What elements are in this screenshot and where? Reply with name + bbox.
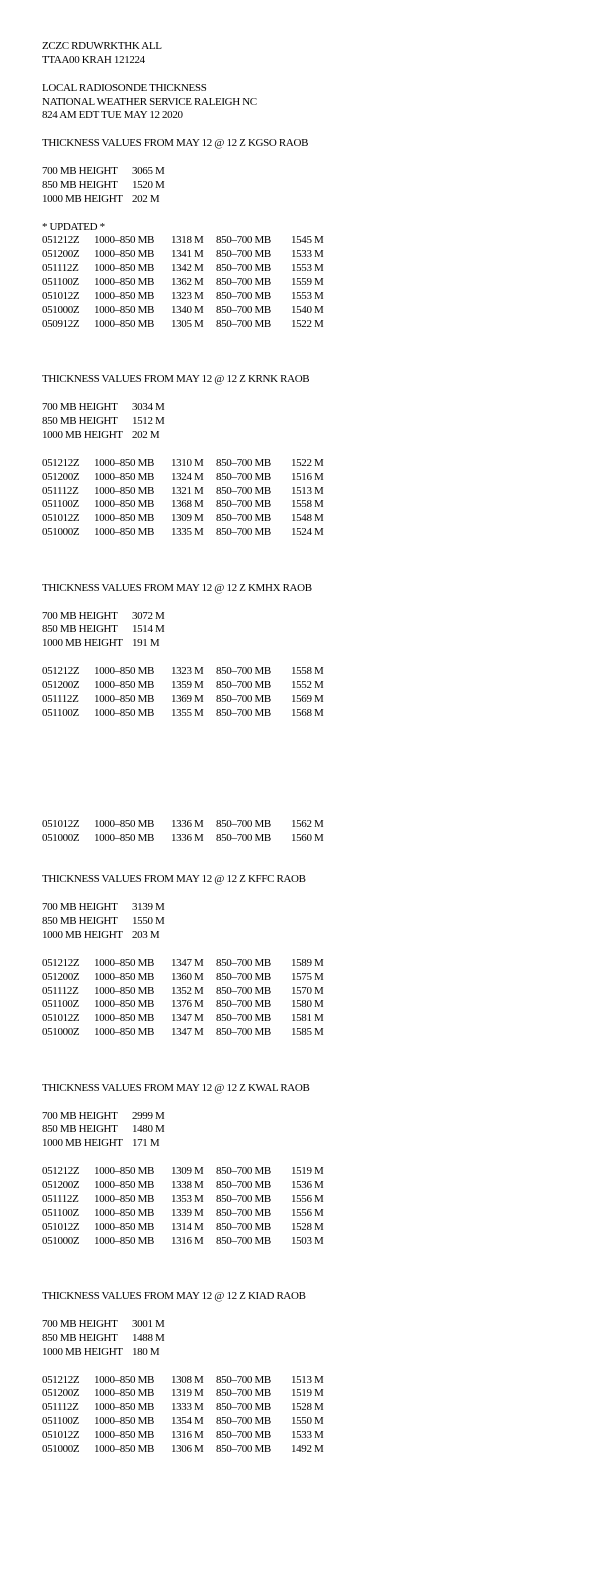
thickness-850-700: 1558 M bbox=[291, 498, 324, 511]
height-value: 3034 M bbox=[132, 401, 165, 414]
layer-label-850-700: 850–700 MB bbox=[216, 1429, 271, 1442]
height-value: 1514 M bbox=[132, 623, 165, 636]
thickness-1000-850: 1316 M bbox=[171, 1234, 204, 1247]
thickness-850-700: 1570 M bbox=[291, 984, 324, 997]
thickness-1000-850: 1362 M bbox=[171, 276, 204, 289]
obs-time: 051212Z bbox=[42, 234, 80, 247]
height-label: 700 MB HEIGHT bbox=[42, 165, 118, 178]
height-row bbox=[42, 929, 582, 943]
obs-time: 051000Z bbox=[42, 1234, 80, 1247]
height-row bbox=[42, 901, 582, 915]
layer-label-850-700: 850–700 MB bbox=[216, 498, 271, 511]
height-label: 850 MB HEIGHT bbox=[42, 178, 118, 191]
thickness-850-700: 1568 M bbox=[291, 706, 324, 719]
layer-label-1000-850: 1000–850 MB bbox=[94, 692, 155, 705]
height-value: 1512 M bbox=[132, 415, 165, 428]
height-row bbox=[42, 1346, 582, 1360]
thickness-row bbox=[42, 234, 582, 248]
thickness-row bbox=[42, 1374, 582, 1388]
thickness-row bbox=[42, 290, 582, 304]
thickness-850-700: 1522 M bbox=[291, 456, 324, 469]
thickness-row bbox=[42, 1179, 582, 1193]
layer-label-850-700: 850–700 MB bbox=[216, 1401, 271, 1414]
section-title: THICKNESS VALUES FROM MAY 12 @ 12 Z KMHX RAOB bbox=[42, 581, 312, 594]
layer-label-850-700: 850–700 MB bbox=[216, 1387, 271, 1400]
thickness-row bbox=[42, 1193, 582, 1207]
thickness-1000-850: 1347 M bbox=[171, 956, 204, 969]
thickness-row bbox=[42, 485, 582, 499]
layer-label-1000-850: 1000–850 MB bbox=[94, 1401, 155, 1414]
layer-label-1000-850: 1000–850 MB bbox=[94, 1387, 155, 1400]
thickness-row bbox=[42, 693, 582, 707]
layer-label-850-700: 850–700 MB bbox=[216, 470, 271, 483]
height-value: 1480 M bbox=[132, 1123, 165, 1136]
thickness-row bbox=[42, 248, 582, 262]
layer-label-1000-850: 1000–850 MB bbox=[94, 484, 155, 497]
thickness-850-700: 1528 M bbox=[291, 1220, 324, 1233]
thickness-row bbox=[42, 1235, 582, 1249]
thickness-1000-850: 1306 M bbox=[171, 1442, 204, 1455]
layer-label-1000-850: 1000–850 MB bbox=[94, 678, 155, 691]
thickness-1000-850: 1336 M bbox=[171, 817, 204, 830]
layer-label-1000-850: 1000–850 MB bbox=[94, 276, 155, 289]
height-row bbox=[42, 415, 582, 429]
height-row bbox=[42, 179, 582, 193]
thickness-row bbox=[42, 304, 582, 318]
obs-time: 051000Z bbox=[42, 1442, 80, 1455]
thickness-850-700: 1562 M bbox=[291, 817, 324, 830]
thickness-1000-850: 1359 M bbox=[171, 678, 204, 691]
thickness-1000-850: 1310 M bbox=[171, 456, 204, 469]
layer-label-850-700: 850–700 MB bbox=[216, 1179, 271, 1192]
thickness-850-700: 1558 M bbox=[291, 665, 324, 678]
height-label: 700 MB HEIGHT bbox=[42, 401, 118, 414]
obs-time: 051200Z bbox=[42, 470, 80, 483]
station-section bbox=[42, 373, 582, 581]
obs-time: 051012Z bbox=[42, 1012, 80, 1025]
thickness-1000-850: 1309 M bbox=[171, 512, 204, 525]
thickness-850-700: 1513 M bbox=[291, 484, 324, 497]
thickness-850-700: 1548 M bbox=[291, 512, 324, 525]
thickness-850-700: 1559 M bbox=[291, 276, 324, 289]
obs-time: 051000Z bbox=[42, 831, 80, 844]
height-row bbox=[42, 1332, 582, 1346]
height-label: 1000 MB HEIGHT bbox=[42, 929, 123, 941]
thickness-1000-850: 1335 M bbox=[171, 526, 204, 539]
height-label: 1000 MB HEIGHT bbox=[42, 1137, 123, 1150]
height-label: 850 MB HEIGHT bbox=[42, 1331, 118, 1344]
thickness-row bbox=[42, 1443, 582, 1457]
obs-time: 051112Z bbox=[42, 984, 79, 997]
updated-note: * UPDATED * bbox=[42, 220, 105, 233]
thickness-row bbox=[42, 1429, 582, 1443]
height-row bbox=[42, 1110, 582, 1124]
thickness-850-700: 1540 M bbox=[291, 303, 324, 316]
thickness-row bbox=[42, 998, 582, 1012]
obs-time: 051212Z bbox=[42, 665, 80, 678]
layer-label-1000-850: 1000–850 MB bbox=[94, 303, 155, 316]
height-value: 3001 M bbox=[132, 1317, 165, 1330]
thickness-row bbox=[42, 512, 582, 526]
layer-label-1000-850: 1000–850 MB bbox=[94, 262, 155, 275]
layer-label-1000-850: 1000–850 MB bbox=[94, 248, 155, 261]
layer-label-1000-850: 1000–850 MB bbox=[94, 1026, 155, 1039]
layer-label-1000-850: 1000–850 MB bbox=[94, 1234, 155, 1247]
height-label: 850 MB HEIGHT bbox=[42, 415, 118, 428]
thickness-row bbox=[42, 679, 582, 693]
thickness-1000-850: 1339 M bbox=[171, 1206, 204, 1219]
layer-label-1000-850: 1000–850 MB bbox=[94, 970, 155, 983]
height-value: 202 M bbox=[132, 192, 160, 205]
section-title: THICKNESS VALUES FROM MAY 12 @ 12 Z KIAD RAOB bbox=[42, 1290, 306, 1303]
layer-label-850-700: 850–700 MB bbox=[216, 817, 271, 830]
height-value: 1520 M bbox=[132, 178, 165, 191]
thickness-row bbox=[42, 526, 582, 540]
section-title: THICKNESS VALUES FROM MAY 12 @ 12 Z KGSO RAOB bbox=[42, 137, 309, 150]
thickness-1000-850: 1324 M bbox=[171, 470, 204, 483]
thickness-850-700: 1580 M bbox=[291, 998, 324, 1011]
obs-time: 051000Z bbox=[42, 526, 80, 539]
thickness-1000-850: 1318 M bbox=[171, 234, 204, 247]
station-section bbox=[42, 1082, 582, 1290]
thickness-850-700: 1513 M bbox=[291, 1373, 324, 1386]
height-label: 700 MB HEIGHT bbox=[42, 1109, 118, 1122]
thickness-850-700: 1550 M bbox=[291, 1415, 324, 1428]
thickness-row bbox=[42, 971, 582, 985]
thickness-1000-850: 1340 M bbox=[171, 303, 204, 316]
layer-label-1000-850: 1000–850 MB bbox=[94, 498, 155, 511]
layer-label-850-700: 850–700 MB bbox=[216, 248, 271, 261]
layer-label-1000-850: 1000–850 MB bbox=[94, 1220, 155, 1233]
layer-label-1000-850: 1000–850 MB bbox=[94, 665, 155, 678]
height-value: 1550 M bbox=[132, 915, 165, 928]
thickness-row bbox=[42, 707, 582, 721]
height-label: 850 MB HEIGHT bbox=[42, 1123, 118, 1136]
obs-time: 051200Z bbox=[42, 248, 80, 261]
height-value: 1488 M bbox=[132, 1331, 165, 1344]
thickness-row bbox=[42, 1221, 582, 1235]
thickness-1000-850: 1338 M bbox=[171, 1179, 204, 1192]
height-row bbox=[42, 623, 582, 637]
layer-label-850-700: 850–700 MB bbox=[216, 1012, 271, 1025]
layer-label-850-700: 850–700 MB bbox=[216, 512, 271, 525]
thickness-850-700: 1545 M bbox=[291, 234, 324, 247]
height-row bbox=[42, 193, 582, 207]
obs-time: 051200Z bbox=[42, 1387, 80, 1400]
layer-label-1000-850: 1000–850 MB bbox=[94, 290, 155, 303]
height-label: 1000 MB HEIGHT bbox=[42, 428, 123, 441]
thickness-1000-850: 1316 M bbox=[171, 1429, 204, 1442]
thickness-bulletin bbox=[42, 40, 582, 1457]
layer-label-850-700: 850–700 MB bbox=[216, 956, 271, 969]
thickness-850-700: 1533 M bbox=[291, 248, 324, 261]
layer-label-1000-850: 1000–850 MB bbox=[94, 1165, 155, 1178]
obs-time: 051212Z bbox=[42, 456, 80, 469]
obs-time: 051012Z bbox=[42, 1429, 80, 1442]
layer-label-1000-850: 1000–850 MB bbox=[94, 1415, 155, 1428]
thickness-850-700: 1533 M bbox=[291, 1429, 324, 1442]
thickness-1000-850: 1323 M bbox=[171, 665, 204, 678]
obs-time: 051112Z bbox=[42, 484, 79, 497]
layer-label-850-700: 850–700 MB bbox=[216, 262, 271, 275]
obs-time: 051112Z bbox=[42, 1192, 79, 1205]
thickness-1000-850: 1376 M bbox=[171, 998, 204, 1011]
layer-label-1000-850: 1000–850 MB bbox=[94, 1179, 155, 1192]
station-section bbox=[42, 137, 582, 373]
layer-label-850-700: 850–700 MB bbox=[216, 303, 271, 316]
thickness-row bbox=[42, 1401, 582, 1415]
thickness-1000-850: 1333 M bbox=[171, 1401, 204, 1414]
thickness-1000-850: 1336 M bbox=[171, 831, 204, 844]
layer-label-850-700: 850–700 MB bbox=[216, 234, 271, 247]
thickness-1000-850: 1369 M bbox=[171, 692, 204, 705]
layer-label-850-700: 850–700 MB bbox=[216, 484, 271, 497]
layer-label-1000-850: 1000–850 MB bbox=[94, 1429, 155, 1442]
obs-time: 051012Z bbox=[42, 1220, 80, 1233]
height-label: 700 MB HEIGHT bbox=[42, 1317, 118, 1330]
layer-label-850-700: 850–700 MB bbox=[216, 706, 271, 719]
height-row bbox=[42, 165, 582, 179]
thickness-row bbox=[42, 1207, 582, 1221]
height-value: 2999 M bbox=[132, 1109, 165, 1122]
thickness-1000-850: 1347 M bbox=[171, 1026, 204, 1039]
thickness-850-700: 1556 M bbox=[291, 1206, 324, 1219]
thickness-1000-850: 1308 M bbox=[171, 1373, 204, 1386]
station-section bbox=[42, 873, 582, 1081]
header-line: TTAA00 KRAH 121224 bbox=[42, 53, 145, 66]
thickness-1000-850: 1314 M bbox=[171, 1220, 204, 1233]
header-line: LOCAL RADIOSONDE THICKNESS bbox=[42, 81, 207, 94]
thickness-850-700: 1522 M bbox=[291, 317, 324, 330]
station-section bbox=[42, 1290, 582, 1457]
height-row bbox=[42, 1123, 582, 1137]
layer-label-850-700: 850–700 MB bbox=[216, 692, 271, 705]
height-value: 3072 M bbox=[132, 609, 165, 622]
thickness-850-700: 1575 M bbox=[291, 970, 324, 983]
thickness-1000-850: 1321 M bbox=[171, 484, 204, 497]
layer-label-1000-850: 1000–850 MB bbox=[94, 1192, 155, 1205]
thickness-1000-850: 1323 M bbox=[171, 290, 204, 303]
layer-label-850-700: 850–700 MB bbox=[216, 317, 271, 330]
thickness-850-700: 1552 M bbox=[291, 678, 324, 691]
thickness-850-700: 1516 M bbox=[291, 470, 324, 483]
thickness-1000-850: 1354 M bbox=[171, 1415, 204, 1428]
thickness-850-700: 1560 M bbox=[291, 831, 324, 844]
thickness-1000-850: 1347 M bbox=[171, 1012, 204, 1025]
obs-time: 050912Z bbox=[42, 317, 80, 330]
thickness-1000-850: 1352 M bbox=[171, 984, 204, 997]
height-label: 700 MB HEIGHT bbox=[42, 901, 118, 914]
thickness-row bbox=[42, 498, 582, 512]
thickness-850-700: 1581 M bbox=[291, 1012, 324, 1025]
thickness-row bbox=[42, 318, 582, 332]
thickness-850-700: 1553 M bbox=[291, 262, 324, 275]
layer-label-1000-850: 1000–850 MB bbox=[94, 456, 155, 469]
thickness-row bbox=[42, 818, 582, 832]
thickness-row bbox=[42, 1415, 582, 1429]
layer-label-850-700: 850–700 MB bbox=[216, 665, 271, 678]
layer-label-850-700: 850–700 MB bbox=[216, 831, 271, 844]
thickness-850-700: 1492 M bbox=[291, 1442, 324, 1455]
header-line: ZCZC RDUWRKTHK ALL bbox=[42, 40, 162, 52]
layer-label-1000-850: 1000–850 MB bbox=[94, 706, 155, 719]
layer-label-850-700: 850–700 MB bbox=[216, 984, 271, 997]
height-row bbox=[42, 915, 582, 929]
obs-time: 051012Z bbox=[42, 512, 80, 525]
layer-label-1000-850: 1000–850 MB bbox=[94, 1012, 155, 1025]
thickness-1000-850: 1353 M bbox=[171, 1192, 204, 1205]
thickness-850-700: 1536 M bbox=[291, 1179, 324, 1192]
thickness-1000-850: 1368 M bbox=[171, 498, 204, 511]
obs-time: 051112Z bbox=[42, 262, 79, 275]
layer-label-1000-850: 1000–850 MB bbox=[94, 956, 155, 969]
layer-label-1000-850: 1000–850 MB bbox=[94, 817, 155, 830]
layer-label-850-700: 850–700 MB bbox=[216, 1026, 271, 1039]
station-section bbox=[42, 582, 582, 874]
layer-label-850-700: 850–700 MB bbox=[216, 1192, 271, 1205]
thickness-1000-850: 1319 M bbox=[171, 1387, 204, 1400]
height-row bbox=[42, 1137, 582, 1151]
layer-label-1000-850: 1000–850 MB bbox=[94, 470, 155, 483]
thickness-850-700: 1519 M bbox=[291, 1165, 324, 1178]
layer-label-850-700: 850–700 MB bbox=[216, 1220, 271, 1233]
thickness-850-700: 1585 M bbox=[291, 1026, 324, 1039]
obs-time: 051212Z bbox=[42, 1373, 80, 1386]
layer-label-850-700: 850–700 MB bbox=[216, 678, 271, 691]
height-label: 850 MB HEIGHT bbox=[42, 623, 118, 636]
obs-time: 051200Z bbox=[42, 970, 80, 983]
height-value: 3139 M bbox=[132, 901, 165, 914]
obs-time: 051100Z bbox=[42, 498, 79, 511]
layer-label-1000-850: 1000–850 MB bbox=[94, 998, 155, 1011]
height-value: 203 M bbox=[132, 929, 160, 941]
obs-time: 051012Z bbox=[42, 817, 80, 830]
obs-time: 051000Z bbox=[42, 1026, 80, 1039]
thickness-row bbox=[42, 457, 582, 471]
obs-time: 051100Z bbox=[42, 998, 79, 1011]
thickness-1000-850: 1305 M bbox=[171, 317, 204, 330]
thickness-1000-850: 1309 M bbox=[171, 1165, 204, 1178]
obs-time: 051100Z bbox=[42, 1206, 79, 1219]
thickness-row bbox=[42, 1165, 582, 1179]
height-value: 180 M bbox=[132, 1345, 160, 1358]
thickness-850-700: 1528 M bbox=[291, 1401, 324, 1414]
height-row bbox=[42, 1318, 582, 1332]
layer-label-850-700: 850–700 MB bbox=[216, 456, 271, 469]
layer-label-1000-850: 1000–850 MB bbox=[94, 1373, 155, 1386]
header-line: 824 AM EDT TUE MAY 12 2020 bbox=[42, 109, 183, 122]
obs-time: 051112Z bbox=[42, 1401, 79, 1414]
height-label: 1000 MB HEIGHT bbox=[42, 637, 123, 650]
layer-label-850-700: 850–700 MB bbox=[216, 1415, 271, 1428]
height-label: 700 MB HEIGHT bbox=[42, 609, 118, 622]
thickness-1000-850: 1342 M bbox=[171, 262, 204, 275]
thickness-row bbox=[42, 665, 582, 679]
layer-label-850-700: 850–700 MB bbox=[216, 290, 271, 303]
thickness-850-700: 1553 M bbox=[291, 290, 324, 303]
layer-label-850-700: 850–700 MB bbox=[216, 998, 271, 1011]
layer-label-850-700: 850–700 MB bbox=[216, 526, 271, 539]
height-row bbox=[42, 429, 582, 443]
height-label: 850 MB HEIGHT bbox=[42, 915, 118, 928]
layer-label-1000-850: 1000–850 MB bbox=[94, 512, 155, 525]
layer-label-1000-850: 1000–850 MB bbox=[94, 984, 155, 997]
thickness-row bbox=[42, 1012, 582, 1026]
height-row bbox=[42, 637, 582, 651]
section-title: THICKNESS VALUES FROM MAY 12 @ 12 Z KWAL RAOB bbox=[42, 1081, 310, 1094]
obs-time: 051200Z bbox=[42, 678, 80, 691]
obs-time: 051212Z bbox=[42, 1165, 80, 1178]
layer-label-1000-850: 1000–850 MB bbox=[94, 234, 155, 247]
thickness-850-700: 1519 M bbox=[291, 1387, 324, 1400]
bulletin-header bbox=[42, 40, 582, 137]
thickness-row bbox=[42, 471, 582, 485]
height-label: 1000 MB HEIGHT bbox=[42, 1345, 123, 1358]
height-value: 171 M bbox=[132, 1137, 160, 1150]
thickness-850-700: 1556 M bbox=[291, 1192, 324, 1205]
thickness-850-700: 1589 M bbox=[291, 956, 324, 969]
height-row bbox=[42, 610, 582, 624]
section-title: THICKNESS VALUES FROM MAY 12 @ 12 Z KFFC RAOB bbox=[42, 873, 306, 886]
sections-container bbox=[42, 137, 582, 1457]
thickness-row bbox=[42, 262, 582, 276]
obs-time: 051212Z bbox=[42, 956, 80, 969]
layer-label-850-700: 850–700 MB bbox=[216, 1373, 271, 1386]
layer-label-1000-850: 1000–850 MB bbox=[94, 317, 155, 330]
thickness-row bbox=[42, 1026, 582, 1040]
layer-label-850-700: 850–700 MB bbox=[216, 970, 271, 983]
obs-time: 051100Z bbox=[42, 276, 79, 289]
layer-label-850-700: 850–700 MB bbox=[216, 276, 271, 289]
thickness-850-700: 1503 M bbox=[291, 1234, 324, 1247]
thickness-row bbox=[42, 1387, 582, 1401]
layer-label-850-700: 850–700 MB bbox=[216, 1442, 271, 1455]
layer-label-1000-850: 1000–850 MB bbox=[94, 1206, 155, 1219]
thickness-row bbox=[42, 985, 582, 999]
height-label: 1000 MB HEIGHT bbox=[42, 192, 123, 205]
height-value: 202 M bbox=[132, 428, 160, 441]
obs-time: 051000Z bbox=[42, 303, 80, 316]
layer-label-1000-850: 1000–850 MB bbox=[94, 526, 155, 539]
height-value: 191 M bbox=[132, 637, 160, 650]
thickness-850-700: 1524 M bbox=[291, 526, 324, 539]
layer-label-1000-850: 1000–850 MB bbox=[94, 1442, 155, 1455]
thickness-row bbox=[42, 957, 582, 971]
thickness-row bbox=[42, 832, 582, 846]
thickness-row bbox=[42, 276, 582, 290]
thickness-850-700: 1569 M bbox=[291, 692, 324, 705]
obs-time: 051112Z bbox=[42, 692, 79, 705]
obs-time: 051200Z bbox=[42, 1179, 80, 1192]
layer-label-850-700: 850–700 MB bbox=[216, 1165, 271, 1178]
section-title: THICKNESS VALUES FROM MAY 12 @ 12 Z KRNK RAOB bbox=[42, 373, 310, 386]
height-value: 3065 M bbox=[132, 165, 165, 178]
thickness-1000-850: 1341 M bbox=[171, 248, 204, 261]
height-row bbox=[42, 401, 582, 415]
thickness-1000-850: 1355 M bbox=[171, 706, 204, 719]
layer-label-850-700: 850–700 MB bbox=[216, 1206, 271, 1219]
thickness-1000-850: 1360 M bbox=[171, 970, 204, 983]
obs-time: 051012Z bbox=[42, 290, 80, 303]
obs-time: 051100Z bbox=[42, 706, 79, 719]
layer-label-850-700: 850–700 MB bbox=[216, 1234, 271, 1247]
header-line: NATIONAL WEATHER SERVICE RALEIGH NC bbox=[42, 95, 257, 108]
layer-label-1000-850: 1000–850 MB bbox=[94, 831, 155, 844]
obs-time: 051100Z bbox=[42, 1415, 79, 1428]
